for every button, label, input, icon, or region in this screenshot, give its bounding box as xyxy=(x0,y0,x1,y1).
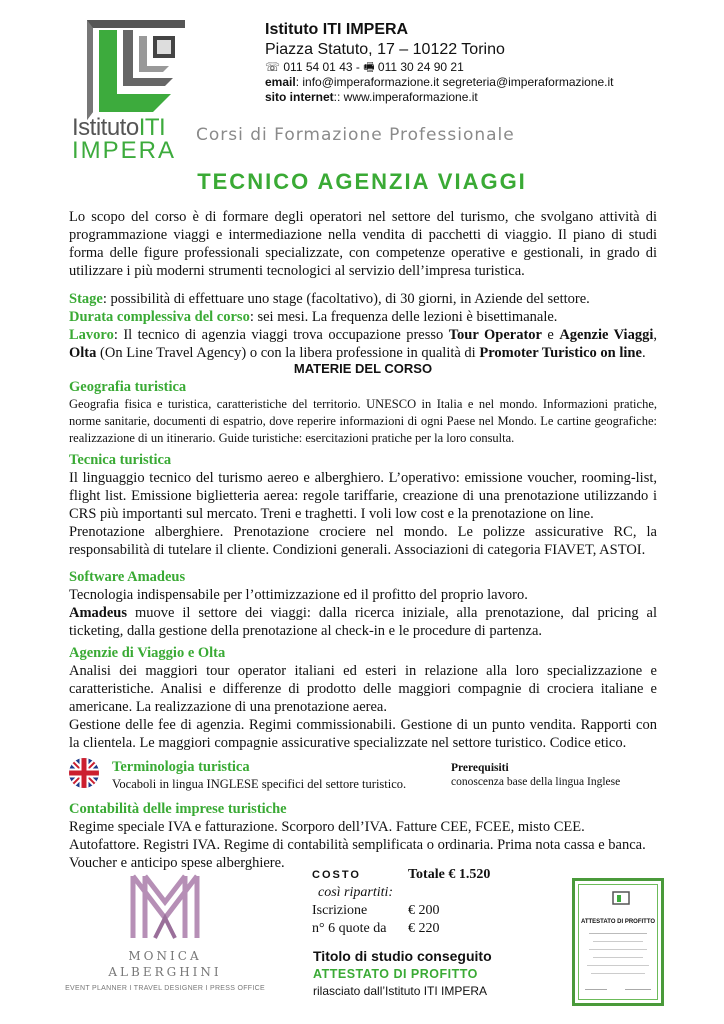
institute-address: Piazza Statuto, 17 – 10122 Torino xyxy=(265,41,505,58)
tagline: Corsi di Formazione Professionale xyxy=(196,125,515,145)
contact-block xyxy=(265,20,705,105)
certificate-logo-icon xyxy=(611,891,631,905)
phone-fax-line: ☏ 011 54 01 43 - 🖷 011 30 24 90 21 xyxy=(265,60,464,74)
sponsor-monogram-icon xyxy=(125,872,205,942)
cost-box: COSTO Totale € 1.520 così ripartiti: Iscrizione € 200 n° 6 quote da € 220 xyxy=(312,867,491,936)
website-line[interactable]: sito internet:: www.imperaformazione.it xyxy=(265,90,478,104)
prerequisites: Prerequisiti conoscenza base della lingua Inglese xyxy=(451,762,621,788)
subject-contabilita: Contabilità delle imprese turistiche Regime speciale IVA e fatturazione. Scorporo dell’IVA. Fatture CEE, FCEE, misto CEE. Autofattore. Registri IVA. Regime di contabilità semplificata o ordinaria. Prima nota cassa e banca. Voucher e anticipo spese alberghiere. xyxy=(69,801,646,871)
course-info: Stage: possibilità di effettuare uno stage (facoltativo), di 30 giorni, in Aziende del settore. Durata complessiva del corso: sei mesi. La frequenza delle lezioni è bisettimanale. Lavoro: Il tecnico di agenzia viaggi trova occupazione presso Tour Operator e Agenzie Viaggi, Olta (On Line Travel Agency) o con la libera professione in qualità di Promoter Turistico on line. xyxy=(69,291,657,361)
email-line[interactable]: email: info@imperaformazione.it segreteria@imperaformazione.it xyxy=(265,75,614,89)
institute-logo-mark xyxy=(73,20,185,120)
subject-geografia: Geografia turistica Geografia fisica e turistica, caratteristiche del territorio. UNESCO in Italia e nel mondo. Informazioni pratiche, norme sanitarie, documenti di espatrio, dove reperire informazioni di ogni Paese nel Mondo. Le cartine geografiche: realizzazione di un itinerario. Guide turistiche: esercitazioni pratiche per la loro consulta. xyxy=(69,379,657,445)
certificate-thumbnail: ATTESTATO DI PROFITTO xyxy=(572,878,664,1006)
diploma-block: Titolo di studio conseguito ATTESTATO DI PROFITTO rilasciato dall’Istituto ITI IMPERA xyxy=(313,948,492,998)
institute-name: Istituto ITI IMPERA xyxy=(265,21,409,38)
subject-terminologia: Terminologia turistica Vocaboli in lingua INGLESE specifici del settore turistico. xyxy=(112,759,407,791)
intro-paragraph: Lo scopo del corso è di formare degli operatori nel settore del turismo, che svolgano attività di programmazione viaggi e intermediazione nella vendita di pacchetti di viaggio. Il piano di studi forma delle figure professionali specializzate, con competenze operative e gestionali, in grado di utilizzare i più moderni strumenti tecnologici al servizio dell’impresa turistica. xyxy=(69,209,657,279)
subject-tecnica: Tecnica turistica Il linguaggio tecnico del turismo aereo e alberghiero. L’operativo: emissione voucher, rooming-list, flight list. Emissione biglietteria aerea: regole tariffarie, creazione di una prenotazione utilizzando i CRS più importanti sul mercato. Treni e traghetti. I voli low cost e la prenotazione on line. Prenotazione alberghiere. Prenotazione crociere nel mondo. Le polizze assicurative RC, la responsabilità di tutelare il cliente. Condizioni generali. Associazioni di categoria FIAVET, ASTOI. xyxy=(69,452,657,558)
page-title: TECNICO AGENZIA VIAGGI xyxy=(197,169,527,194)
sponsor-logo: MONICA ALBERGHINI EVENT PLANNER I TRAVEL DESIGNER I PRESS OFFICE xyxy=(60,872,270,992)
fax-icon: 🖷 xyxy=(363,60,375,74)
subject-amadeus: Software Amadeus Tecnologia indispensabile per l’ottimizzazione ed il profitto del proprio lavoro. Amadeus muove il settore dei viaggi: dalla ricerca iniziale, alla prenotazione, dal pricing al ticketing, dalla gestione della prenotazione al check-in e le procedure di partenza. xyxy=(69,569,657,639)
cost-total: Totale € 1.520 xyxy=(408,867,491,882)
cost-label: COSTO xyxy=(312,869,361,881)
uk-flag-icon xyxy=(69,758,99,788)
institute-logo-text: IstitutoITI IMPERA xyxy=(72,114,177,164)
phone-icon: ☏ xyxy=(265,60,281,74)
subjects-heading: MATERIE DEL CORSO xyxy=(293,361,433,376)
subject-agenzie: Agenzie di Viaggio e Olta Analisi dei maggiori tour operator italiani ed esteri in relazione alla loro specializzazione e caratteristiche. Analisi e differenze di prodotto delle maggiori compagnie di crociera italiane e americane. La realizzazione di una prenotazione aerea. Gestione delle fee di agenzia. Regimi commissionabili. Gestione di un punto vendita. Rapporti con la clientela. Le maggiori compagnie assicurative specializzate nel settore turistico. Codice etico. xyxy=(69,645,657,751)
